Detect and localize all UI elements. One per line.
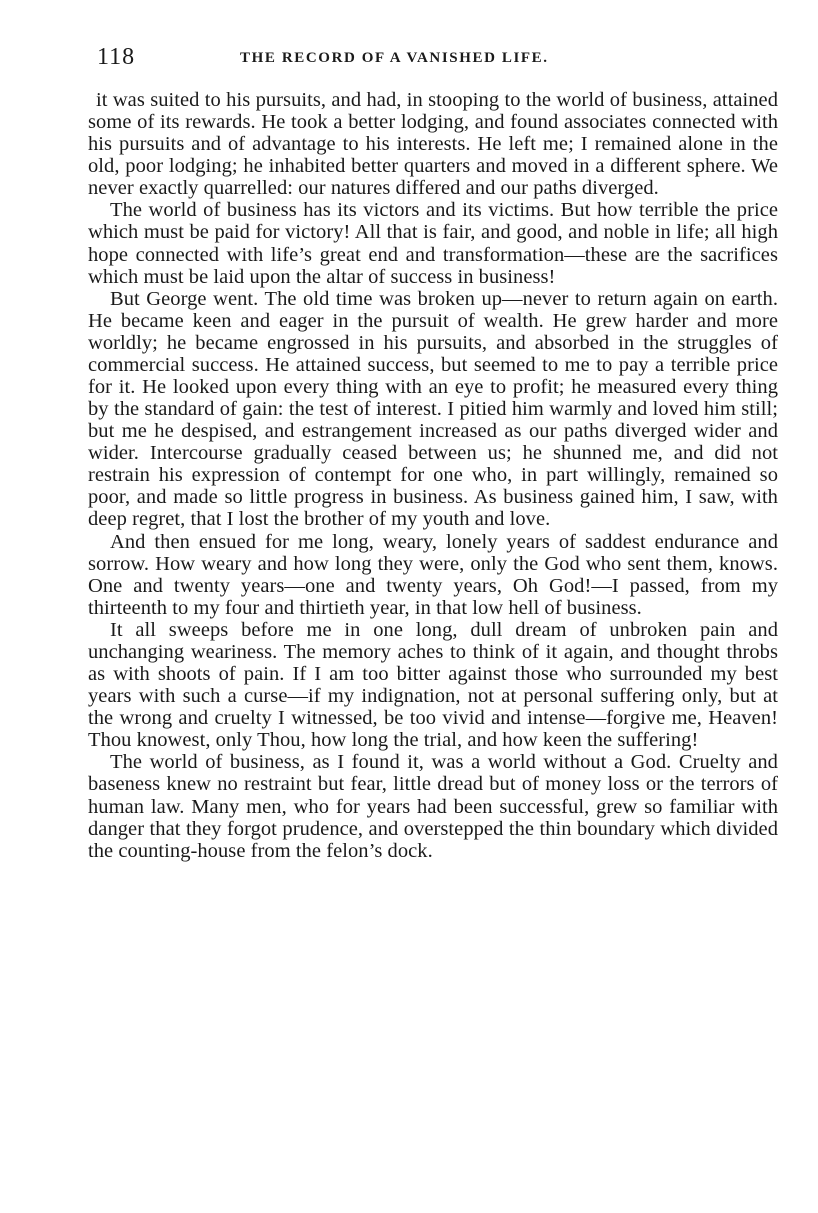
paragraph: The world of business, as I found it, was a world without a God. Cruelty and baseness knew no restraint but fear, little dread but of money loss or the terrors of human law. Many men, who for years had been successful, grew so familiar with danger that they forgot prudence, and overstepped the thin boundary which divided the counting-house from the felon’s dock.: [88, 751, 778, 862]
paragraph: But George went. The old time was broken up—never to return again on earth. He became keen and eager in the pursuit of wealth. He grew harder and more worldly; he became engrossed in his pursuits, and absorbed in the struggles of commercial success. He attained success, but seemed to me to pay a terrible price for it. He looked upon every thing with an eye to profit; he measured every thing by the standard of gain: the test of interest. I pitied him warmly and loved him still; but me he despised, and estrangement increased as our paths diverged wider and wider. Intercourse gradually ceased between us; he shunned me, and did not restrain his expression of contempt for one who, in part willingly, remained so poor, and made so little progress in business. As business gained him, I saw, with deep regret, that I lost the brother of my youth and love.: [88, 287, 778, 531]
page-number: 118: [97, 44, 136, 70]
running-title: THE RECORD OF A VANISHED LIFE.: [240, 50, 549, 66]
page-header: [0, 44, 818, 74]
paragraph: It all sweeps before me in one long, dull dream of unbroken pain and unchanging weariness. The memory aches to think of it again, and thought throbs as with shoots of pain. If I am too bitter against those who surrounded my best years with such a curse—if my indignation, not at personal suffering only, but at the wrong and cruelty I witnessed, be too vivid and intense—forgive me, Heaven! Thou knowest, only Thou, how long the trial, and how keen the suffering!: [88, 618, 778, 752]
paragraph: it was suited to his pursuits, and had, in stooping to the world of business, attained some of its rewards. He took a better lodging, and found associates connected with his pursuits and of advantage to his interests. He left me; I remained alone in the old, poor lodging; he inhabited better quarters and moved in a different sphere. We never exactly quarrelled: our natures differed and our paths diverged.: [88, 89, 778, 200]
page-body: [88, 89, 778, 862]
paragraph: And then ensued for me long, weary, lonely years of saddest endurance and sorrow. How weary and how long they were, only the God who sent them, knows. One and twenty years—one and twenty years, Oh God!—I passed, from my thirteenth to my four and thirtieth year, in that low hell of business.: [88, 530, 778, 619]
paragraph: The world of business has its victors and its victims. But how terrible the price which must be paid for victory! All that is fair, and good, and noble in life; all high hope connected with life’s great end and transformation—these are the sacrifices which must be laid upon the altar of success in business!: [88, 199, 778, 288]
